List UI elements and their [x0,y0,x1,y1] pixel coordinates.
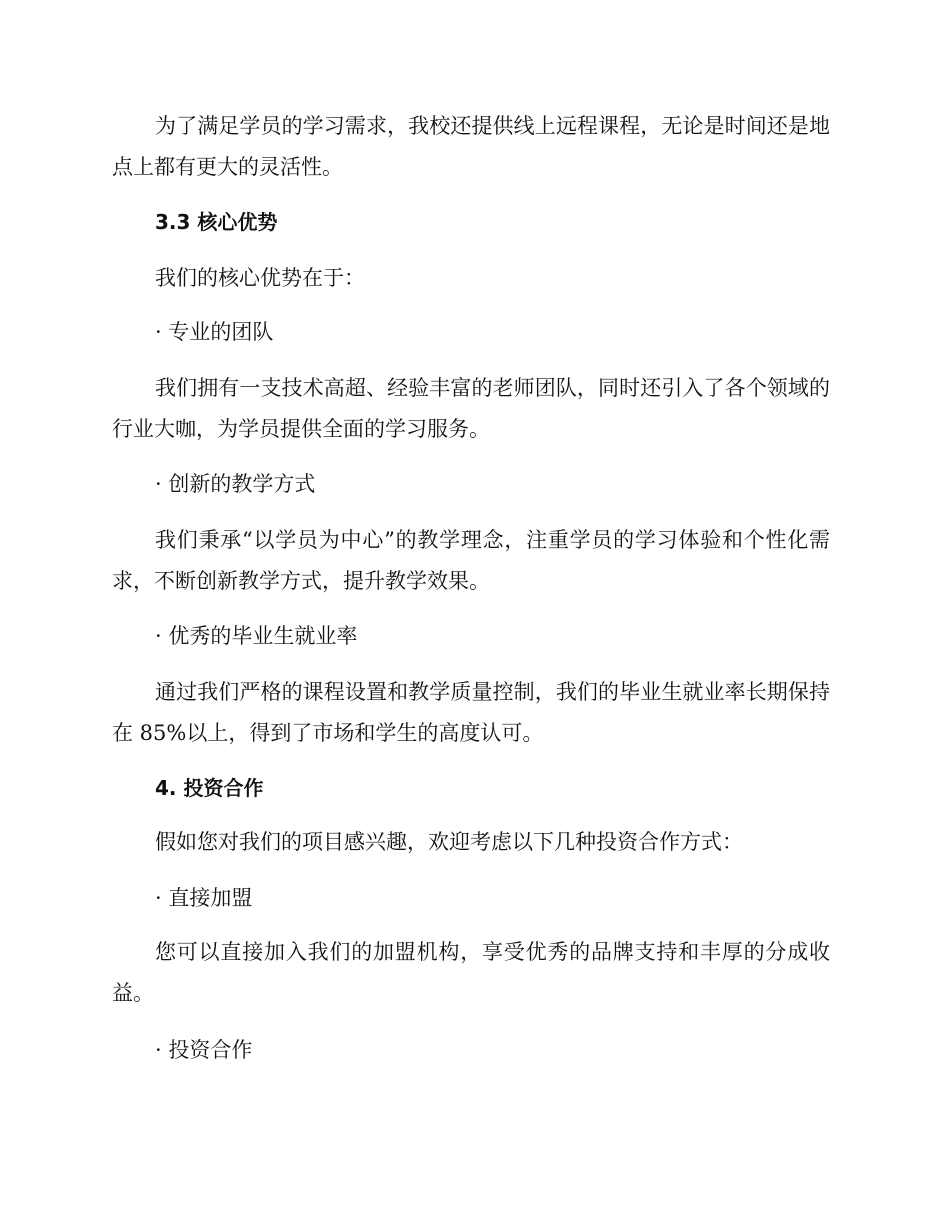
bullet-innovative-teaching: · 创新的教学方式 [155,472,316,496]
bullet-direct-franchise: · 直接加盟 [155,886,253,910]
paragraph-online-courses: 为了满足学员的学习需求，我校还提供线上远程课程，无论是时间还是地点上都有更大的灵活性。 [112,114,830,179]
paragraph-teaching: 我们秉承“以学员为中心”的教学理念，注重学员的学习体验和个性化需求，不断创新教学方式，提升教学效果。 [112,528,830,593]
section-heading-investment: 4. 投资合作 [155,776,264,800]
paragraph-franchise: 您可以直接加入我们的加盟机构，享受优秀的品牌支持和丰厚的分成收益。 [112,940,830,1005]
paragraph-advantages-intro: 我们的核心优势在于： [155,266,365,290]
paragraph-team: 我们拥有一支技术高超、经验丰富的老师团队，同时还引入了各个领域的行业大咖，为学员提供全面的学习服务。 [112,376,830,441]
paragraph-employment: 通过我们严格的课程设置和教学质量控制，我们的毕业生就业率长期保持在 85%以上，得到了市场和学生的高度认可。 [112,680,830,745]
section-heading-core-advantages: 3.3 核心优势 [155,210,278,234]
bullet-investment-cooperation: · 投资合作 [155,1038,253,1062]
bullet-professional-team: · 专业的团队 [155,320,274,344]
paragraph-investment-intro: 假如您对我们的项目感兴趣，欢迎考虑以下几种投资合作方式： [155,830,743,854]
bullet-employment-rate: · 优秀的毕业生就业率 [155,624,358,648]
